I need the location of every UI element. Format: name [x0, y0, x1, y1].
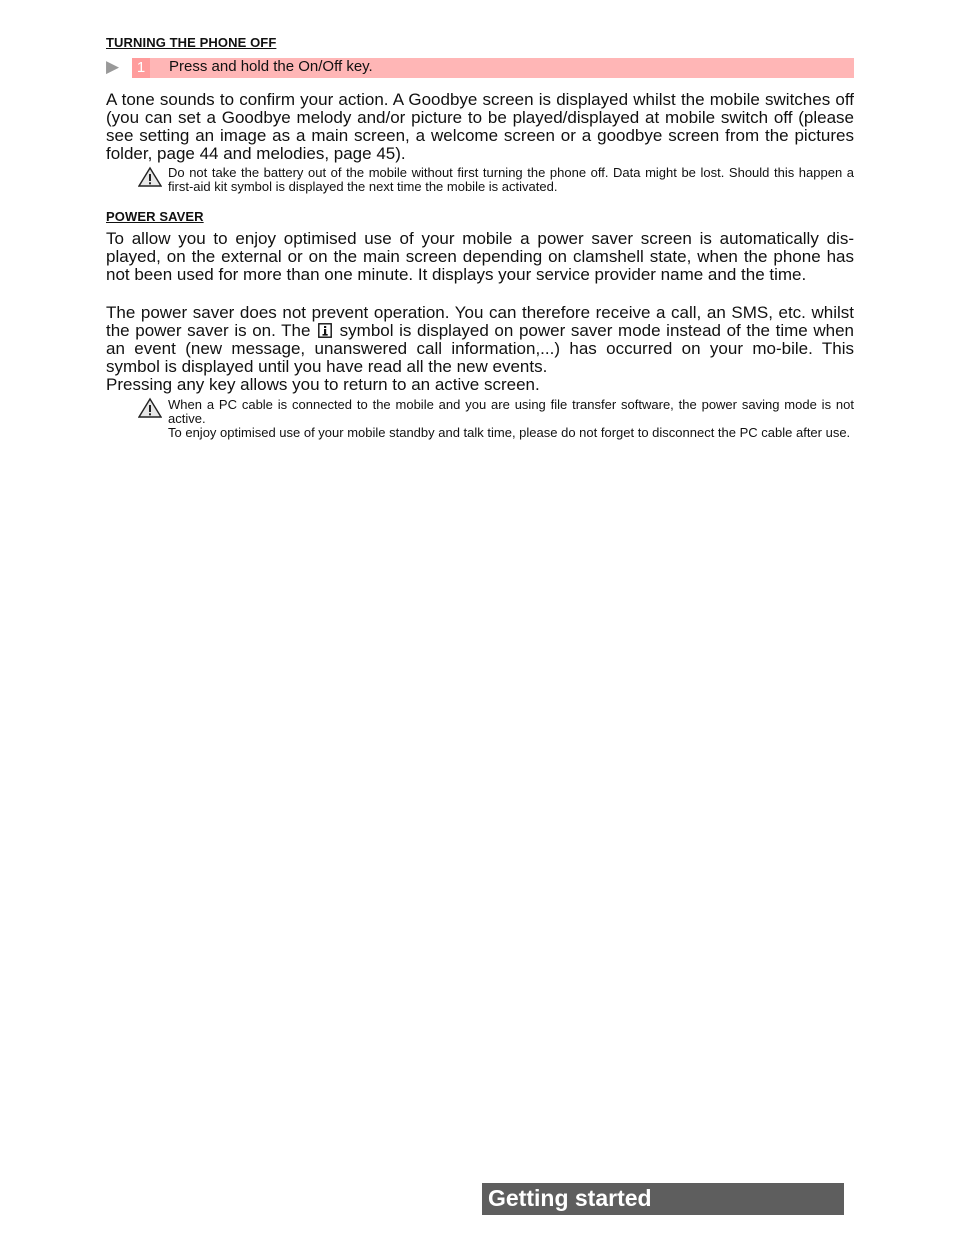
note-battery: Do not take the battery out of the mobile without first turning the phone off. Data might be lost. Should this happen a first-aid kit symbol is displayed the next time the mobile is activated.	[168, 165, 854, 194]
step-text: Press and hold the On/Off key.	[169, 58, 373, 75]
paragraph-goodbye: A tone sounds to confirm your action. A Goodbye screen is displayed whilst the mobile switches off (you can set a Goodbye melody and/or picture to be played/displayed at mobile switch off (please see setting an image as a main screen, a welcome screen or a goodbye screen from the pictures folder, page 44 and melodies, page 45).	[106, 90, 854, 163]
section-heading-power-saver: POWER SAVER	[106, 209, 204, 224]
section-heading-turning-off: TURNING THE PHONE OFF	[106, 35, 277, 50]
play-arrow-icon: ▶	[106, 57, 120, 76]
note-standby: To enjoy optimised use of your mobile standby and talk time, please do not forget to disconnect the PC cable after use.	[168, 425, 851, 440]
footer-title: Getting started	[488, 1185, 652, 1211]
note-pc-cable: When a PC cable is connected to the mobile and you are using file transfer software, the power saving mode is not active.	[168, 397, 854, 426]
info-event-icon	[318, 323, 332, 338]
paragraph-text-before-icon: The power saver does not prevent operation. You can therefore receive a call, an SMS, etc. whilst the power saver is on. The	[106, 303, 854, 340]
warning-triangle-icon	[138, 166, 162, 188]
footer-banner	[482, 1183, 844, 1215]
paragraph-return-active: Pressing any key allows you to return to an active screen.	[106, 375, 540, 394]
warning-triangle-icon	[138, 397, 162, 419]
step-number: 1	[132, 58, 150, 78]
paragraph-power-saver-intro: To allow you to enjoy optimised use of your mobile a power saver screen is automatically dis-played, on the external or on the main screen depending on clamshell state, when the phone has not been used for more than one minute. It displays your service provider name and the time.	[106, 229, 854, 284]
paragraph-text-after-icon: symbol is displayed on power saver mode instead of the time when an event (new message, unanswered call information,...) has occurred on your mo-bile. This symbol is displayed until you have read all the new events.	[106, 321, 854, 376]
paragraph-power-saver-operation	[106, 304, 854, 376]
